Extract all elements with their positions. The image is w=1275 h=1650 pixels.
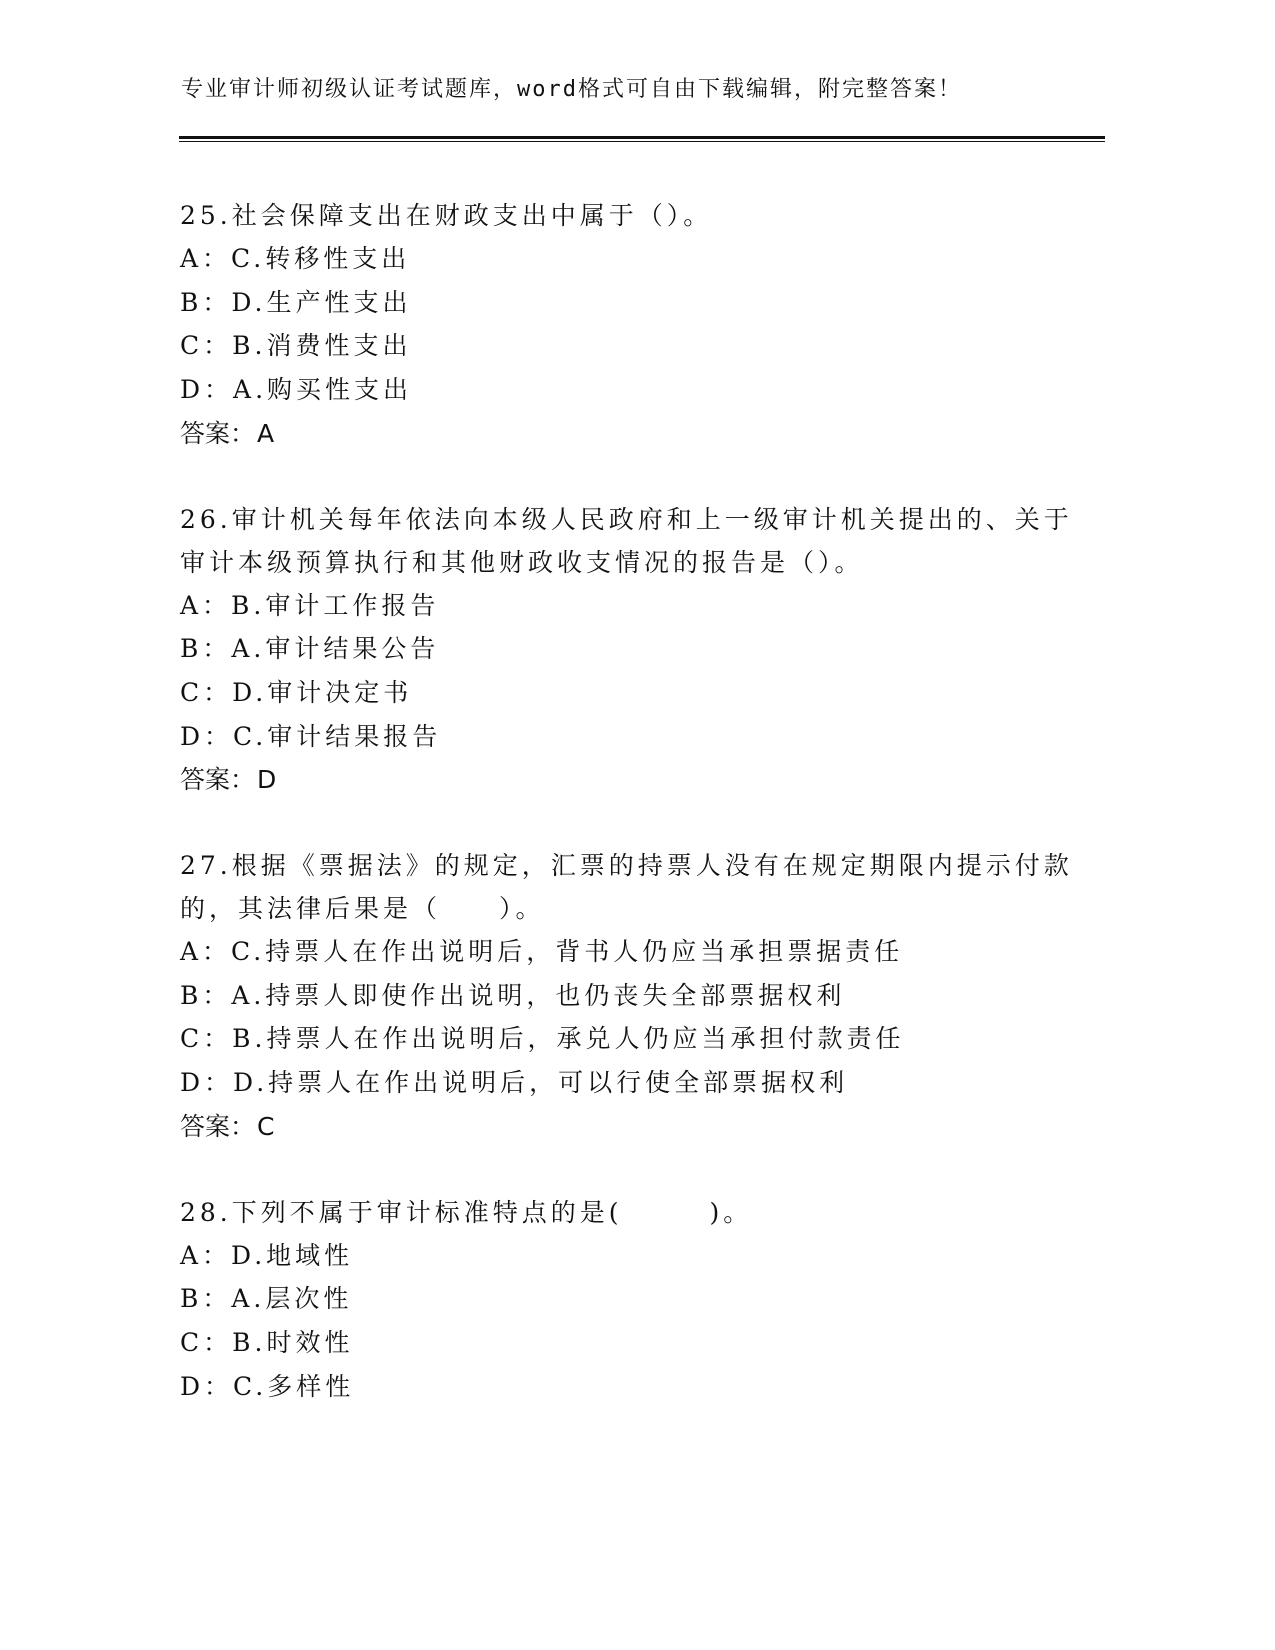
answer-line: [180, 1105, 1080, 1149]
answer-label: 答案：: [180, 418, 256, 448]
option-c: C：B.持票人在作出说明后，承兑人仍应当承担付款责任: [180, 1024, 905, 1054]
question-list: [180, 194, 1080, 1450]
answer-line: [180, 758, 1080, 802]
option-a: A：C.持票人在作出说明后，背书人仍应当承担票据责任: [180, 937, 904, 967]
question-stem: 25.社会保障支出在财政支出中属于（）。: [180, 201, 713, 230]
header-divider-thin: [179, 141, 1105, 142]
question-stem: 26.审计机关每年依法向本级人民政府和上一级审计机关提出的、关于审计本级预算执行和其他财政收支情况的报告是（）。: [180, 504, 1073, 577]
answer-value: D: [257, 765, 277, 795]
answer-value: A: [257, 418, 275, 448]
option-d: D：D.持票人在作出说明后，可以行使全部票据权利: [180, 1068, 849, 1098]
option-d: D：C.审计结果报告: [180, 721, 442, 751]
question-stem: 28.下列不属于审计标准特点的是( )。: [180, 1197, 753, 1227]
question-26: [180, 498, 1080, 803]
option-b: B：D.生产性支出: [180, 287, 412, 317]
answer-label: 答案：: [180, 1111, 256, 1141]
option-a: A：D.地域性: [180, 1240, 354, 1270]
question-27: [180, 844, 1080, 1149]
option-a: A：C.转移性支出: [180, 244, 411, 273]
option-c: C：B.时效性: [180, 1327, 354, 1357]
document-header: 专业审计师初级认证考试题库，word格式可自由下载编辑，附完整答案！: [181, 77, 962, 102]
question-stem: 27.根据《票据法》的规定，汇票的持票人没有在规定期限内提示付款的，其法律后果是（ ）。: [180, 851, 1073, 924]
option-d: D：C.多样性: [180, 1371, 355, 1401]
option-c: C：B.消费性支出: [180, 331, 412, 361]
option-c: C：D.审计决定书: [180, 677, 413, 707]
answer-value: C: [257, 1111, 275, 1141]
option-a: A：B.审计工作报告: [180, 590, 440, 620]
header-divider-thick: [179, 136, 1105, 139]
option-b: B：A.审计结果公告: [180, 634, 440, 664]
answer-line: [180, 412, 1080, 456]
question-25: [180, 194, 1080, 456]
answer-label: 答案：: [180, 765, 256, 795]
option-b: B：A.持票人即使作出说明，也仍丧失全部票据权利: [180, 980, 846, 1010]
question-28: [180, 1191, 1080, 1409]
option-d: D：A.购买性支出: [180, 375, 413, 405]
option-b: B：A.层次性: [180, 1284, 353, 1314]
